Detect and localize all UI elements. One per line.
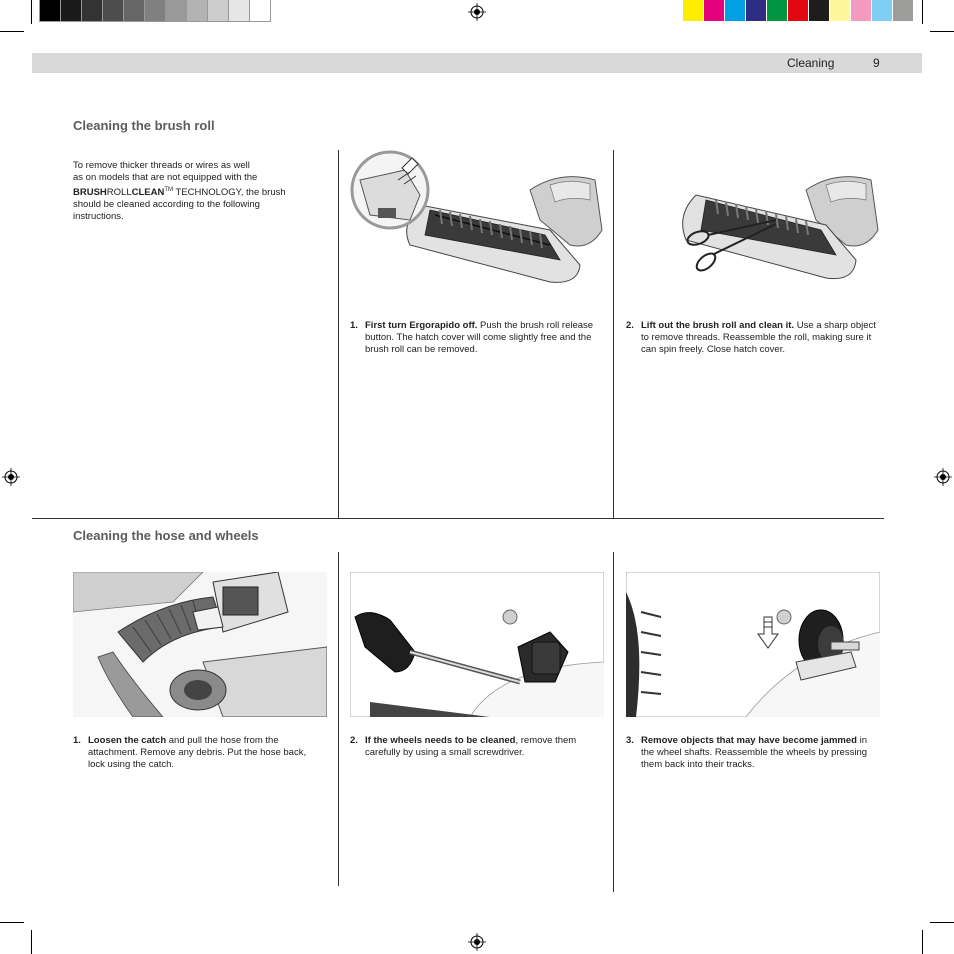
illustration-brush-release <box>350 150 604 293</box>
intro-paragraph <box>73 160 323 223</box>
illustration-hose <box>73 572 327 717</box>
gray-swatch <box>229 0 249 21</box>
crop-mark <box>922 0 923 24</box>
color-swatch <box>893 0 913 21</box>
color-swatch <box>851 0 871 21</box>
crop-mark <box>930 31 954 32</box>
step-bold: First turn Ergorapido off. <box>365 320 478 331</box>
registration-mark-icon <box>468 3 486 21</box>
section-divider <box>32 518 884 519</box>
brush-step-1 <box>350 320 600 356</box>
illustration-screwdriver <box>350 572 604 717</box>
header-section-title: Cleaning <box>787 56 835 70</box>
hose-step-2 <box>350 735 602 759</box>
intro-line: should be cleaned according to the following <box>73 199 260 211</box>
illustration-wheel <box>626 572 880 717</box>
gray-swatch <box>103 0 123 21</box>
step-number: 1. <box>73 735 81 746</box>
hose-step-1 <box>73 735 325 771</box>
illustration-brush-scissors <box>626 150 880 293</box>
section-title-brush-roll: Cleaning the brush roll <box>73 118 215 133</box>
gray-swatch <box>82 0 102 21</box>
color-swatch <box>872 0 892 21</box>
page-number: 9 <box>873 56 880 70</box>
color-swatch <box>725 0 745 21</box>
color-swatch <box>809 0 829 21</box>
intro-line: as on models that are not equipped with the <box>73 172 258 183</box>
gray-swatch <box>208 0 228 21</box>
crop-mark <box>0 922 24 923</box>
gray-swatch <box>145 0 165 21</box>
color-swatch <box>683 0 703 21</box>
step-text: , remove them carefully by using a small screwdriver. <box>365 735 577 758</box>
gray-swatch <box>61 0 81 21</box>
registration-mark-icon <box>2 468 20 486</box>
crop-mark <box>930 922 954 923</box>
step-number: 3. <box>626 735 634 746</box>
color-swatch <box>830 0 850 21</box>
brand-tm: TM <box>164 187 174 193</box>
gray-swatch <box>124 0 144 21</box>
step-bold: Remove objects that may have become jammed <box>641 735 857 746</box>
column-divider <box>338 552 339 886</box>
color-swatch <box>746 0 766 21</box>
registration-mark-icon <box>934 468 952 486</box>
step-bold: Lift out the brush roll and clean it. <box>641 320 795 331</box>
brand-clean: CLEAN <box>131 187 165 199</box>
color-swatch <box>788 0 808 21</box>
column-divider <box>338 150 339 518</box>
intro-line: TECHNOLOGY, the brush <box>173 187 286 199</box>
column-divider <box>613 150 614 518</box>
crop-mark <box>0 31 24 32</box>
crop-mark <box>31 0 32 24</box>
step-text: Push the brush roll release button. The hatch cover will come slightly free and the brush roll can be removed. <box>365 320 594 355</box>
intro-line: To remove thicker threads or wires as well <box>73 160 250 171</box>
column-divider <box>613 552 614 892</box>
color-swatch <box>767 0 787 21</box>
brand-roll: ROLL <box>106 187 132 199</box>
hose-step-3 <box>626 735 878 771</box>
gray-swatch <box>166 0 186 21</box>
step-number: 1. <box>350 320 358 331</box>
registration-mark-icon <box>468 933 486 951</box>
step-text: and pull the hose from the attachment. Remove any debris. Put the hose back, lock using the catch. <box>88 735 307 770</box>
crop-mark <box>922 930 923 954</box>
color-swatch <box>704 0 724 21</box>
step-text: in the wheel shafts. Reassemble the wheels by pressing them back into their tracks. <box>641 735 868 770</box>
intro-line: instructions. <box>73 211 124 223</box>
step-text: Use a sharp object to remove threads. Reassemble the roll, making sure it can spin freely. Close hatch cover. <box>641 320 876 355</box>
step-bold: Loosen the catch <box>88 735 167 746</box>
gray-swatch <box>250 0 270 21</box>
brand-brush: BRUSH <box>73 187 107 199</box>
step-bold: If the wheels needs to be cleaned <box>365 735 516 746</box>
section-title-hose-wheels: Cleaning the hose and wheels <box>73 528 259 543</box>
gray-swatch <box>187 0 207 21</box>
brush-step-2 <box>626 320 876 356</box>
gray-swatch <box>40 0 60 21</box>
step-number: 2. <box>626 320 634 331</box>
crop-mark <box>31 930 32 954</box>
step-number: 2. <box>350 735 358 746</box>
